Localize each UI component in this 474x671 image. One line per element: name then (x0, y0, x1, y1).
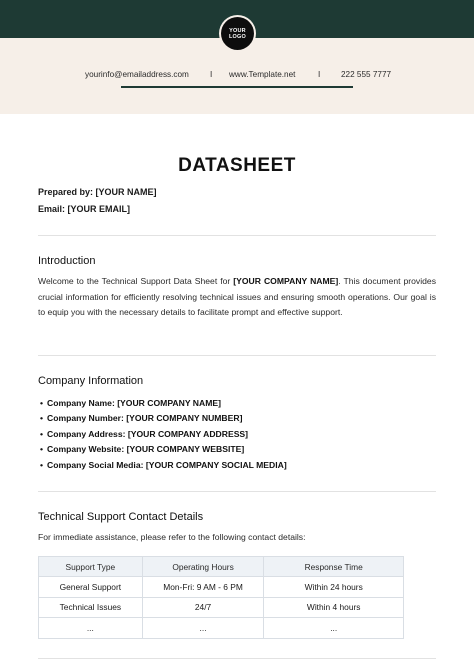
company-logo (221, 17, 254, 50)
support-heading: Technical Support Contact Details (38, 511, 204, 523)
table-cell: ... (39, 618, 143, 639)
header-phone: 222 555 7777 (341, 70, 392, 79)
table-cell: ... (142, 618, 264, 639)
email-line: Email: [YOUR EMAIL] (38, 204, 131, 214)
company-website-item: Company Website: [YOUR COMPANY WEBSITE] (47, 444, 245, 455)
company-address-item: Company Address: [YOUR COMPANY ADDRESS] (47, 428, 249, 439)
support-intro: For immediate assistance, please refer to the following contact details: (38, 532, 306, 542)
company-info-heading: Company Information (38, 375, 144, 387)
table-cell: Within 4 hours (264, 597, 404, 618)
table-cell: Technical Issues (39, 597, 143, 618)
list-item: • Company Social Media: [YOUR COMPANY SOCIAL MEDIA] (40, 459, 287, 470)
table-cell: Within 24 hours (264, 577, 404, 598)
intro-text-before: Welcome to the Technical Support Data Sheet for (38, 276, 234, 286)
intro-company-name: [YOUR COMPANY NAME] (233, 276, 339, 286)
divider (38, 491, 436, 492)
list-item: • Company Address: [YOUR COMPANY ADDRESS] (40, 428, 249, 439)
column-header-support-type: Support Type (39, 557, 143, 577)
header-website[interactable]: www.Template.net (229, 70, 296, 79)
table-cell: Mon-Fri: 9 AM - 6 PM (142, 577, 264, 598)
introduction-text (38, 274, 436, 321)
list-item: • Company Website: [YOUR COMPANY WEBSITE] (40, 444, 245, 455)
table-cell: 24/7 (142, 597, 264, 618)
company-social-item: Company Social Media: [YOUR COMPANY SOCIAL MEDIA] (47, 459, 287, 470)
logo-line-2: LOGO (229, 33, 246, 40)
introduction-heading: Introduction (38, 255, 96, 267)
table-cell: General Support (39, 577, 143, 598)
company-name-item: Company Name: [YOUR COMPANY NAME] (47, 398, 221, 408)
list-item: • Company Name: [YOUR COMPANY NAME] (40, 398, 221, 408)
divider (38, 355, 436, 356)
table-row (39, 597, 404, 618)
column-header-operating-hours: Operating Hours (142, 557, 264, 577)
table-cell: ... (264, 618, 404, 639)
prepared-by: Prepared by: [YOUR NAME] (38, 187, 157, 197)
company-number-item: Company Number: [YOUR COMPANY NUMBER] (47, 413, 243, 424)
header-separator-1: I (210, 70, 213, 79)
header-email[interactable]: yourinfo@emailaddress.com (85, 70, 189, 79)
table-header-row (39, 557, 404, 577)
table-row (39, 577, 404, 598)
company-info-list (40, 396, 287, 473)
support-table (38, 556, 404, 639)
header-underline (121, 86, 353, 88)
list-item: • Company Number: [YOUR COMPANY NUMBER] (40, 413, 243, 424)
divider (38, 658, 436, 659)
column-header-response-time: Response Time (264, 557, 404, 577)
divider (38, 235, 436, 236)
page-title: DATASHEET (178, 155, 296, 176)
table-row (39, 618, 404, 639)
logo-line-1: YOUR (229, 27, 246, 34)
header-contact-row (0, 70, 474, 82)
intro-text-after: . This document provides crucial information for efficiently resolving technical issues and ensuring smooth operations. Our goal is to equip you with the necessary details to facilitate prompt and effective support. (38, 276, 436, 317)
header-separator-2: I (318, 70, 321, 79)
